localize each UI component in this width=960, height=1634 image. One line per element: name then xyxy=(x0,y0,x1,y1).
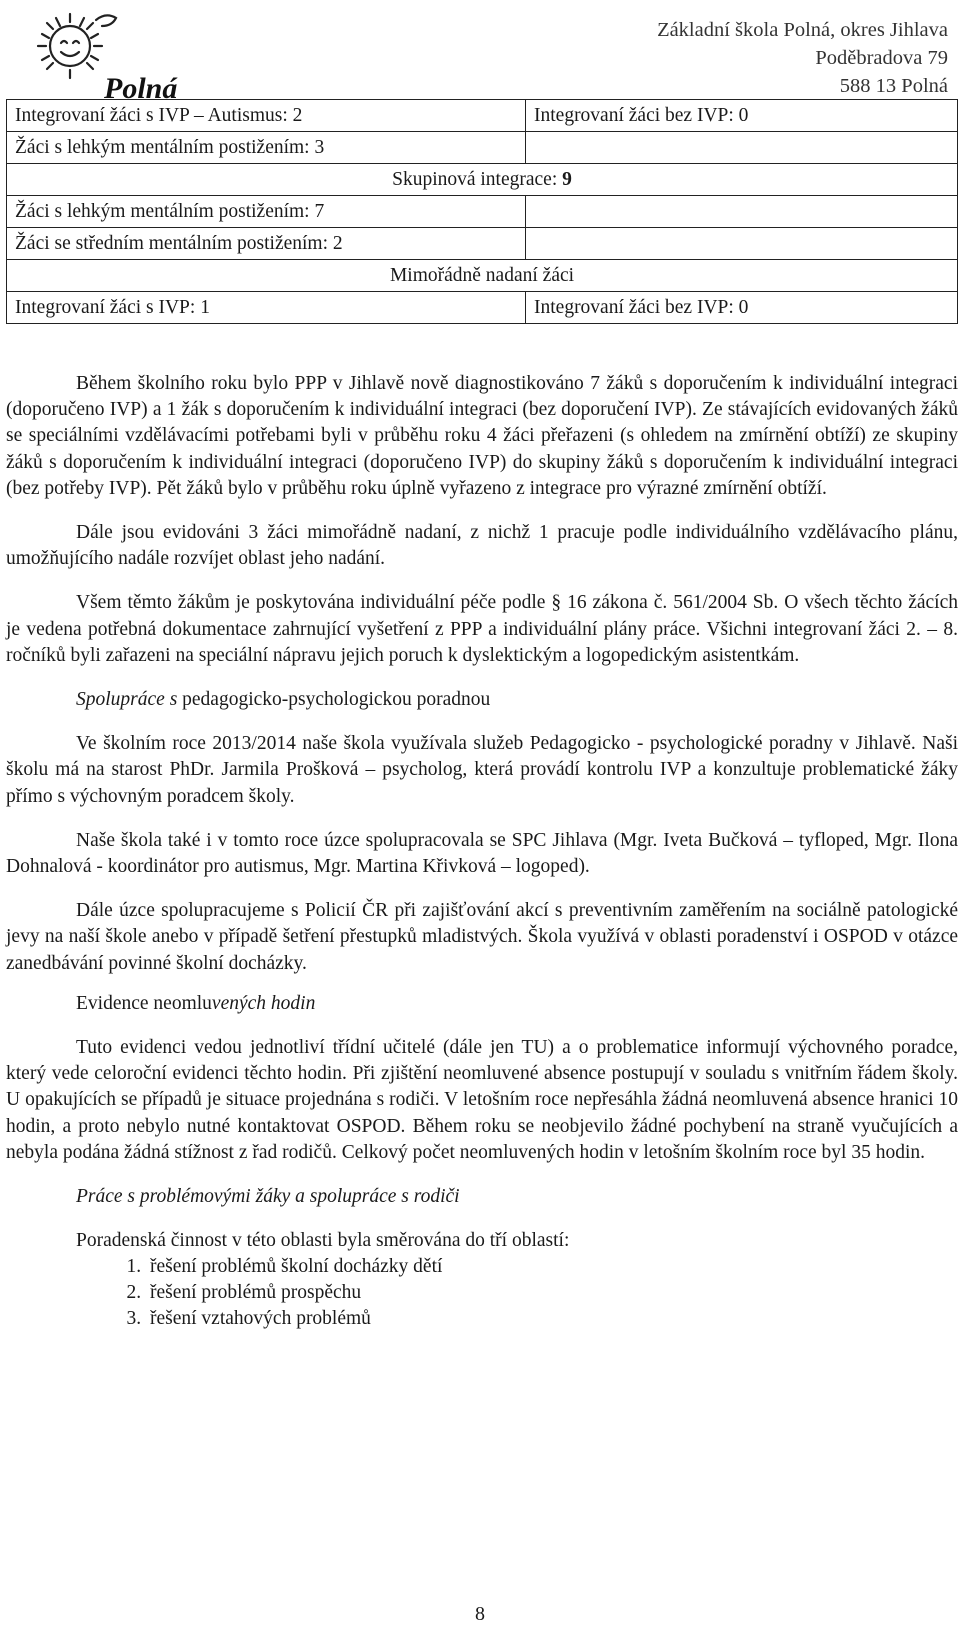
school-city: 588 13 Polná xyxy=(839,75,948,97)
table-cell: Žáci se středním mentálním postižením: 2 xyxy=(7,228,526,260)
paragraph-areas-intro: Poradenská činnost v této oblasti byla směrována do tří oblastí: xyxy=(76,1230,570,1252)
table-row xyxy=(7,228,958,260)
table-cell: Integrovaní žáci s IVP: 1 xyxy=(7,292,526,324)
document-body xyxy=(6,371,958,1332)
heading-regular-part: Evidence neomlu xyxy=(76,992,212,1014)
school-name: Základní škola Polná, okres Jihlava xyxy=(657,19,948,41)
table-cell: Integrovaní žáci bez IVP: 0 xyxy=(526,100,958,132)
table-row xyxy=(7,164,958,196)
table-row xyxy=(7,292,958,324)
list-item: 1. řešení problémů školní docházky dětí xyxy=(146,1254,958,1280)
table-cell xyxy=(526,132,958,164)
table-section-heading xyxy=(7,164,958,196)
paragraph-diagnostics: Během školního roku bylo PPP v Jihlavě nově diagnostikováno 7 žáků s doporučením k individuální integraci (doporučeno IVP) a 1 žák s doporučením k individuální integraci (bez doporučení IVP). Ze stávajících evidovaných žáků se speciálními vzdělávacími potřebami byli v průběhu roku 4 žáci přeřazeni (s ohledem na zmírnění obtíží) ze skupiny žáků s doporučením k individuální integraci (doporučeno IVP) do skupiny žáků s doporučením k individuální integraci (bez potřeby IVP). Pět žáků bylo v průběhu roku úplně vyřazeno z integrace pro výrazné zmírnění obtíží. xyxy=(6,373,958,499)
list-item: 3. řešení vztahových problémů xyxy=(146,1306,958,1332)
table-cell xyxy=(526,228,958,260)
paragraph-absence: Tuto evidenci vedou jednotliví třídní učitelé (dále jen TU) a o problematice informují výchovného poradce, který vede celoroční evidenci těchto hodin. Při zjištění neomluvené absence postupují v souladu s vnitřním řádem školy. U opakujících se případů je situace projednána s rodiči. V letošním roce nepřesáhla žádná neomluvená absence hranici 10 hodin, a proto nebylo nutné kontaktovat OSPOD. Během roku se neobjevilo žádné pochybení na straně vyučujících a nebyla podána žádná stížnost z řad rodičů. Celkový počet neomluvených hodin v letošním školním roce byl 35 hodin. xyxy=(6,1037,958,1163)
table-cell: Žáci s lehkým mentálním postižením: 7 xyxy=(7,196,526,228)
table-cell: Integrovaní žáci bez IVP: 0 xyxy=(526,292,958,324)
paragraph-ppp: Ve školním roce 2013/2014 naše škola využívala služeb Pedagogicko - psychologické poradny v Jihlavě. Naši školu má na starost PhDr. Jarmila Prošková – psycholog, která provádí kontrolu IVP a konzultuje problematické žáky přímo s výchovným poradcem školy. xyxy=(6,733,958,807)
school-street: Poděbradova 79 xyxy=(815,47,948,69)
table-row xyxy=(7,100,958,132)
logo-text: Polná xyxy=(104,72,178,105)
paragraph-gifted: Dále jsou evidováni 3 žáci mimořádně nadaní, z nichž 1 pracuje podle individuálního vzdělávacího plánu, umožňujícího nadále rozvíjet oblast jeho nadání. xyxy=(6,522,958,570)
integration-table xyxy=(6,99,958,324)
paragraph-spc: Naše škola také i v tomto roce úzce spolupracovala se SPC Jihlava (Mgr. Iveta Bučková – tyfloped, Mgr. Ilona Dohnalová - koordinátor pro autismus, Mgr. Martina Křivková – logoped). xyxy=(6,829,958,878)
table-row xyxy=(7,132,958,164)
list-item: 2. řešení problémů prospěchu xyxy=(146,1280,958,1306)
paragraph-care: Všem těmto žákům je poskytována individuální péče podle § 16 zákona č. 561/2004 Sb. O všech těchto žácích je vedena potřebná dokumentace zahrnující vyšetření z PPP a individuální plány práce. Všichni integrovaní žáci 2. – 8. ročníků byli zařazeni na speciální nápravu jejich poruch k dyslektickým a logopedickým asistentkám. xyxy=(6,592,958,666)
heading-absence xyxy=(6,991,958,1017)
heading-regular-part: pedagogicko-psychologickou poradnou xyxy=(177,689,491,711)
table-cell xyxy=(526,196,958,228)
group-integration-label: Skupinová integrace: xyxy=(392,168,563,190)
table-section-heading: Mimořádně nadaní žáci xyxy=(7,260,958,292)
table-row xyxy=(7,260,958,292)
paragraph-police: Dále úzce spolupracujeme s Policií ČR při zajišťování akcí s preventivním zaměřením na sociálně patologické jevy na naší škole anebo v případě šetření přestupků mladistvých. Škola využívá v oblasti poradenství i OSPOD v otázce zanedbávání povinné školní docházky. xyxy=(6,900,958,974)
table-row xyxy=(7,196,958,228)
heading-problem-pupils: Práce s problémovými žáky a spolupráce s rodiči xyxy=(76,1186,460,1208)
heading-italic-part: Spolupráce s xyxy=(76,689,178,711)
heading-italic-part: vených hodin xyxy=(211,992,316,1014)
group-integration-value: 9 xyxy=(562,168,572,190)
school-address xyxy=(657,16,948,100)
page-number: 8 xyxy=(475,1603,485,1625)
areas-list xyxy=(6,1254,958,1332)
heading-counselling xyxy=(6,687,958,713)
table-cell: Integrovaní žáci s IVP – Autismus: 2 xyxy=(7,100,526,132)
school-logo xyxy=(8,6,178,106)
table-cell: Žáci s lehkým mentálním postižením: 3 xyxy=(7,132,526,164)
